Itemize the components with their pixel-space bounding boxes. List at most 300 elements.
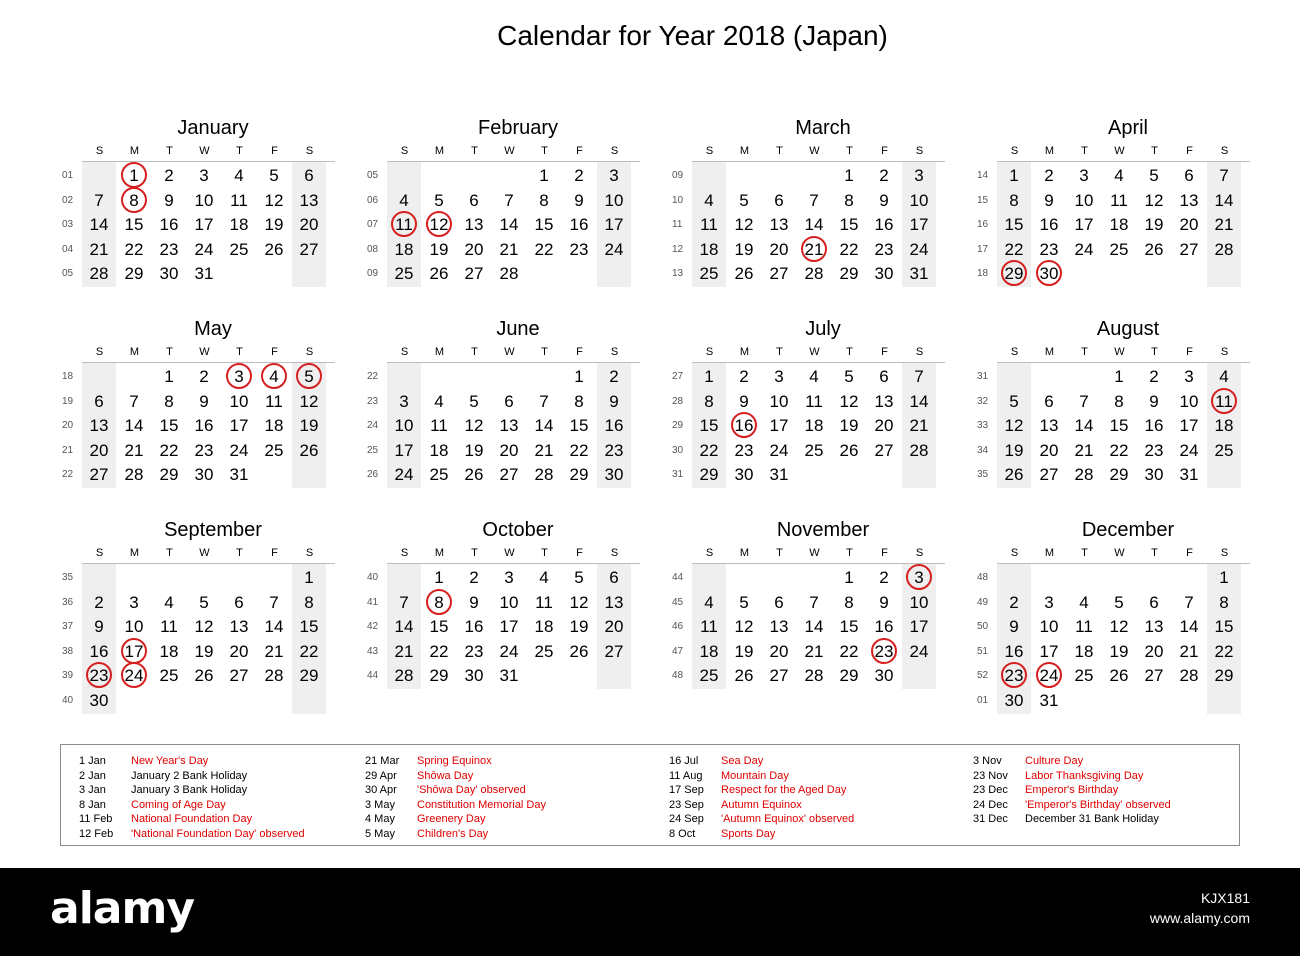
legend-holiday-name: January 2 Bank Holiday	[131, 769, 248, 782]
weekday-label: S	[705, 145, 714, 157]
day-cell: 11	[700, 215, 718, 235]
month-name: January	[177, 117, 249, 139]
day-cell: 13	[464, 215, 484, 235]
weekday-header	[692, 546, 952, 560]
day-cell: 22	[569, 440, 589, 460]
weekday-label: S	[1010, 145, 1019, 157]
day-cell: 13	[769, 617, 789, 637]
holiday-day-cell: 12	[422, 213, 456, 237]
weekday-label: T	[1151, 346, 1158, 358]
day-cell: 13	[499, 416, 519, 436]
weekday-label: T	[471, 145, 478, 157]
legend-holiday-name: Emperor's Birthday	[1025, 784, 1119, 797]
day-cell: 16	[569, 215, 589, 235]
day-cell: 17	[394, 440, 414, 460]
weekday-label: T	[846, 346, 853, 358]
day-cell: 28	[89, 264, 109, 284]
legend-date: 30 Apr	[365, 784, 397, 797]
day-cell: 20	[299, 215, 319, 235]
day-cell: 15	[124, 215, 144, 235]
legend-column	[669, 754, 854, 842]
legend-holiday-name: 'Autumn Equinox' observed	[721, 813, 855, 826]
weekday-label: M	[1044, 547, 1055, 559]
day-cell: 23	[159, 239, 179, 259]
holiday-legend	[60, 744, 1240, 846]
day-cell: 31	[229, 465, 249, 485]
day-cell: 16	[874, 617, 894, 637]
legend-entry	[365, 798, 546, 813]
holiday-day-cell: 1	[117, 164, 151, 188]
day-cell: 1	[434, 568, 444, 587]
weekday-label: F	[576, 346, 583, 358]
day-cell: 4	[809, 367, 819, 386]
day-cell: 27	[1039, 465, 1059, 485]
day-cell: 30	[194, 465, 214, 485]
month-january	[62, 116, 352, 316]
day-cell: 24	[194, 239, 214, 259]
day-cell: 20	[1039, 440, 1059, 460]
day-cell: 2	[199, 367, 209, 386]
day-cell: 21	[89, 239, 109, 259]
weekday-label: M	[739, 547, 750, 559]
day-cell: 30	[1004, 691, 1024, 710]
month-name: April	[1107, 117, 1148, 139]
day-cell: 28	[124, 465, 144, 485]
holiday-day-cell: 24	[1032, 664, 1066, 688]
weekday-label: W	[809, 547, 820, 559]
month-december	[977, 518, 1267, 718]
day-cell: 5	[739, 592, 749, 612]
weekday-label: F	[576, 547, 583, 559]
week-number: 43	[367, 645, 379, 657]
legend-date: 3 Jan	[79, 784, 106, 797]
day-cell: 7	[1079, 391, 1089, 411]
day-cell: 1	[844, 166, 854, 185]
legend-entry	[669, 783, 854, 798]
weekday-label: S	[305, 547, 314, 559]
day-cell: 3	[399, 391, 409, 411]
day-cell: 5	[1009, 391, 1019, 411]
weekday-label: M	[434, 346, 445, 358]
weekday-label: F	[1186, 547, 1193, 559]
week-number: 51	[977, 645, 989, 657]
day-cell: 31	[909, 264, 929, 284]
weekday-label: T	[776, 346, 783, 358]
week-number: 41	[367, 596, 379, 608]
day-cell: 24	[1179, 440, 1199, 460]
day-cell: 4	[1219, 367, 1229, 386]
week-number: 01	[62, 170, 74, 181]
watermark-footer	[0, 868, 1300, 956]
day-cell: 15	[534, 215, 554, 235]
day-cell: 27	[874, 440, 894, 460]
day-cell: 14	[534, 416, 554, 436]
day-cell: 21	[499, 239, 519, 259]
week-number: 52	[977, 670, 989, 682]
day-cell: 6	[469, 190, 479, 210]
weekday-label: T	[166, 547, 173, 559]
day-cell: 6	[609, 568, 619, 587]
day-cell: 7	[809, 190, 819, 210]
day-cell: 12	[734, 617, 754, 637]
day-cell: 6	[504, 391, 514, 411]
day-cell: 18	[699, 641, 719, 661]
day-cell: 24	[604, 239, 624, 259]
weekday-label: T	[471, 547, 478, 559]
holiday-day-cell: 17	[117, 640, 151, 664]
day-cell: 29	[1214, 666, 1234, 686]
day-cell: 30	[159, 264, 179, 284]
day-cell: 3	[504, 568, 514, 587]
legend-entry	[79, 827, 305, 842]
week-number: 22	[62, 469, 74, 481]
weekday-header	[997, 144, 1257, 158]
day-cell: 27	[604, 641, 624, 661]
day-cell: 14	[1074, 416, 1094, 436]
week-number: 30	[672, 444, 684, 456]
weekday-label: T	[1081, 346, 1088, 358]
month-july	[672, 317, 962, 517]
holiday-day-cell: 30	[1032, 262, 1066, 286]
day-cell: 20	[464, 239, 484, 259]
week-number: 42	[367, 621, 379, 633]
week-number: 50	[977, 621, 989, 633]
day-cell: 17	[1039, 641, 1059, 661]
day-cell: 25	[699, 666, 719, 686]
legend-entry	[79, 769, 305, 784]
day-cell: 3	[129, 592, 139, 612]
day-cell: 25	[699, 264, 719, 284]
day-cell: 9	[739, 391, 749, 411]
weekday-header	[387, 144, 647, 158]
legend-date: 16 Jul	[669, 755, 699, 767]
day-cell: 12	[264, 190, 284, 210]
day-cell: 15	[429, 617, 449, 637]
legend-entry	[365, 769, 546, 784]
day-cell: 9	[879, 592, 889, 612]
holiday-day-cell: 23	[997, 664, 1031, 688]
day-cell: 16	[464, 617, 484, 637]
day-cell: 5	[434, 190, 444, 210]
day-cell: 11	[265, 391, 283, 411]
day-cell: 26	[1109, 666, 1129, 686]
day-cell: 31	[1179, 465, 1199, 485]
month-november	[672, 518, 962, 718]
weekday-label: T	[541, 145, 548, 157]
day-cell: 21	[264, 641, 284, 661]
day-cell: 27	[89, 465, 109, 485]
day-cell: 12	[734, 215, 754, 235]
legend-date: 23 Dec	[973, 784, 1008, 797]
day-cell: 20	[769, 239, 789, 259]
weekday-label: W	[809, 346, 820, 358]
day-cell: 28	[264, 666, 284, 686]
day-cell: 21	[804, 641, 824, 661]
week-number: 01	[977, 695, 989, 706]
week-number: 36	[62, 596, 74, 608]
day-cell: 21	[1214, 215, 1234, 235]
weekday-header	[387, 345, 647, 359]
day-cell: 6	[304, 166, 314, 185]
day-cell: 13	[299, 190, 319, 210]
day-cell: 7	[129, 391, 139, 411]
legend-entry	[365, 827, 546, 842]
week-number: 11	[672, 219, 683, 231]
legend-entry	[669, 812, 854, 827]
day-cell: 10	[394, 416, 414, 436]
day-cell: 23	[569, 239, 589, 259]
week-number: 47	[672, 645, 684, 657]
holiday-day-cell: 3	[222, 365, 256, 389]
legend-holiday-name: 'Shōwa Day' observed	[417, 784, 526, 797]
legend-column	[365, 754, 546, 842]
day-cell: 4	[704, 592, 714, 612]
day-cell: 20	[1179, 215, 1199, 235]
day-cell: 18	[534, 617, 554, 637]
day-cell: 15	[839, 215, 859, 235]
day-cell: 31	[194, 264, 214, 284]
day-cell: 30	[464, 666, 484, 686]
month-name: July	[805, 318, 841, 340]
month-may	[62, 317, 352, 517]
day-cell: 29	[839, 666, 859, 686]
day-cell: 5	[739, 190, 749, 210]
legend-date: 24 Dec	[973, 798, 1008, 811]
weekday-label: T	[846, 145, 853, 157]
day-cell: 27	[769, 666, 789, 686]
day-cell: 14	[804, 617, 824, 637]
day-cell: 21	[394, 641, 414, 661]
day-cell: 22	[299, 641, 319, 661]
weekday-label: S	[1220, 547, 1229, 559]
day-cell: 10	[194, 190, 214, 210]
day-cell: 11	[700, 617, 718, 637]
day-cell: 6	[94, 391, 104, 411]
day-cell: 8	[1114, 391, 1124, 411]
week-number: 38	[62, 645, 74, 657]
week-number: 20	[62, 420, 74, 432]
day-cell: 5	[199, 592, 209, 612]
weekday-label: T	[776, 145, 783, 157]
month-october	[367, 518, 657, 718]
week-number: 32	[977, 395, 989, 407]
day-cell: 18	[1109, 215, 1129, 235]
weekday-label: F	[881, 145, 888, 157]
day-cell: 22	[534, 239, 554, 259]
holiday-day-cell: 16	[727, 414, 761, 438]
day-cell: 29	[839, 264, 859, 284]
day-cell: 11	[805, 391, 823, 411]
week-number: 48	[672, 670, 684, 682]
weekday-label: F	[271, 547, 278, 559]
day-cell: 2	[1044, 166, 1054, 185]
day-cell: 28	[1214, 239, 1234, 259]
holiday-day-cell: 23	[82, 664, 116, 688]
month-april	[977, 116, 1267, 316]
month-september	[62, 518, 352, 718]
legend-date: 4 May	[365, 813, 395, 826]
day-cell: 17	[909, 617, 929, 637]
day-cell: 28	[1074, 465, 1094, 485]
weekday-label: W	[199, 547, 210, 559]
week-number: 25	[367, 444, 379, 456]
month-february	[367, 116, 657, 316]
day-cell: 9	[1044, 190, 1054, 210]
day-cell: 28	[534, 465, 554, 485]
weekday-label: F	[576, 145, 583, 157]
legend-date: 23 Sep	[669, 798, 704, 811]
day-cell: 10	[604, 190, 624, 210]
legend-date: 8 Oct	[669, 827, 696, 840]
legend-entry	[669, 769, 854, 784]
legend-holiday-name: Sports Day	[721, 827, 776, 840]
week-number: 39	[62, 670, 74, 682]
weekday-label: T	[541, 547, 548, 559]
weekday-label: T	[541, 346, 548, 358]
weekday-label: F	[271, 346, 278, 358]
day-cell: 26	[734, 264, 754, 284]
legend-entry	[365, 812, 546, 827]
weekday-label: S	[400, 547, 409, 559]
day-cell: 9	[879, 190, 889, 210]
day-cell: 27	[464, 264, 484, 284]
day-cell: 10	[909, 592, 929, 612]
weekday-label: S	[1220, 346, 1229, 358]
week-number: 07	[367, 219, 379, 231]
day-cell: 25	[1214, 440, 1234, 460]
day-cell: 8	[704, 391, 714, 411]
day-cell: 1	[1219, 568, 1229, 587]
day-cell: 18	[229, 215, 249, 235]
legend-entry	[973, 754, 1171, 769]
holiday-day-cell: 8	[422, 591, 456, 615]
day-cell: 4	[1114, 166, 1124, 185]
weekday-label: M	[1044, 145, 1055, 157]
holiday-day-cell: 24	[117, 664, 151, 688]
day-cell: 17	[194, 215, 214, 235]
day-cell: 15	[1004, 215, 1024, 235]
day-cell: 26	[1004, 465, 1024, 485]
day-cell: 27	[229, 666, 249, 686]
weekday-header	[387, 546, 647, 560]
weekday-label: W	[809, 145, 820, 157]
day-cell: 27	[1179, 239, 1199, 259]
holiday-day-cell: 23	[867, 640, 901, 664]
weekday-label: M	[1044, 346, 1055, 358]
week-number: 40	[62, 695, 74, 706]
day-cell: 19	[464, 440, 484, 460]
weekday-label: M	[129, 346, 140, 358]
legend-entry	[973, 769, 1171, 784]
day-cell: 13	[1144, 617, 1164, 637]
day-cell: 24	[394, 465, 414, 485]
legend-date: 1 Jan	[79, 755, 106, 767]
holiday-day-cell: 4	[257, 365, 291, 389]
day-cell: 22	[839, 641, 859, 661]
day-cell: 15	[1109, 416, 1129, 436]
legend-date: 12 Feb	[79, 827, 114, 840]
legend-holiday-name: December 31 Bank Holiday	[1025, 813, 1159, 826]
day-cell: 21	[124, 440, 144, 460]
week-number: 31	[672, 469, 684, 481]
day-cell: 23	[604, 440, 624, 460]
day-cell: 11	[160, 617, 178, 637]
week-number: 05	[367, 170, 379, 181]
weekday-label: S	[95, 346, 104, 358]
week-number: 19	[62, 395, 74, 407]
day-cell: 15	[299, 617, 319, 637]
day-cell: 19	[429, 239, 449, 259]
day-cell: 31	[769, 465, 789, 485]
day-cell: 2	[879, 568, 889, 587]
legend-date: 5 May	[365, 827, 395, 840]
legend-holiday-name: 'Emperor's Birthday' observed	[1025, 798, 1171, 811]
week-number: 21	[62, 444, 74, 456]
day-cell: 7	[504, 190, 514, 210]
day-cell: 12	[464, 416, 484, 436]
day-cell: 27	[299, 239, 319, 259]
day-cell: 18	[429, 440, 449, 460]
weekday-header	[82, 345, 342, 359]
week-number: 06	[367, 194, 379, 206]
weekday-label: F	[881, 346, 888, 358]
day-cell: 16	[1039, 215, 1059, 235]
day-cell: 19	[264, 215, 284, 235]
day-cell: 24	[769, 440, 789, 460]
legend-column	[973, 754, 1171, 827]
day-cell: 13	[229, 617, 249, 637]
weekday-label: S	[1010, 346, 1019, 358]
week-number: 18	[977, 268, 989, 280]
weekday-header	[692, 144, 952, 158]
day-cell: 2	[94, 592, 104, 612]
day-cell: 19	[734, 239, 754, 259]
day-cell: 27	[1144, 666, 1164, 686]
holiday-day-cell: 5	[292, 365, 326, 389]
legend-entry	[669, 827, 854, 842]
day-cell: 29	[699, 465, 719, 485]
day-cell: 9	[574, 190, 584, 210]
day-cell: 9	[1149, 391, 1159, 411]
weekday-label: M	[434, 145, 445, 157]
day-cell: 27	[769, 264, 789, 284]
day-cell: 4	[704, 190, 714, 210]
day-cell: 17	[1179, 416, 1199, 436]
day-cell: 26	[429, 264, 449, 284]
day-cell: 13	[1039, 416, 1059, 436]
day-cell: 29	[429, 666, 449, 686]
legend-entry	[79, 812, 305, 827]
day-cell: 9	[609, 391, 619, 411]
day-cell: 10	[499, 592, 519, 612]
legend-holiday-name: Mountain Day	[721, 769, 789, 782]
week-number: 09	[367, 268, 379, 280]
legend-date: 24 Sep	[669, 813, 704, 826]
day-cell: 18	[804, 416, 824, 436]
day-cell: 19	[839, 416, 859, 436]
weekday-header	[82, 144, 342, 158]
day-cell: 2	[164, 166, 174, 185]
weekday-label: F	[1186, 145, 1193, 157]
day-cell: 29	[299, 666, 319, 686]
day-cell: 14	[264, 617, 284, 637]
day-cell: 30	[874, 666, 894, 686]
week-number: 05	[62, 268, 74, 280]
week-number: 18	[62, 371, 74, 382]
weekday-header	[692, 345, 952, 359]
day-cell: 2	[574, 166, 584, 185]
day-cell: 13	[769, 215, 789, 235]
